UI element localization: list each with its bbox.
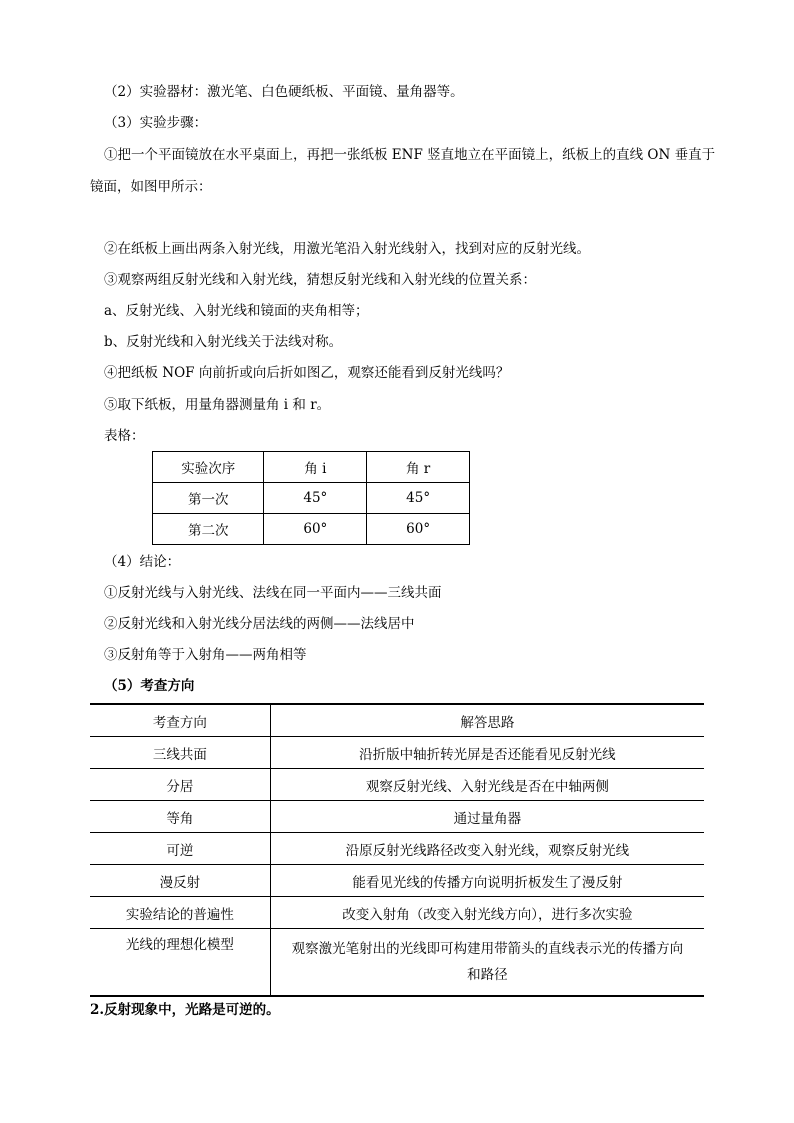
conclusion-heading: （4）结论： bbox=[104, 554, 181, 570]
table-cell: 能看见光线的传播方向说明折板发生了漫反射 bbox=[270, 865, 704, 897]
section2-heading: 2.反射现象中，光路是可逆的。 bbox=[90, 1002, 280, 1018]
table-cell: 第一次 bbox=[153, 483, 264, 514]
step2-text: ②在纸板上画出两条入射光线，用激光笔沿入射光线射入，找到对应的反射光线。 bbox=[104, 241, 590, 257]
table-row bbox=[90, 865, 704, 897]
table-row bbox=[153, 514, 470, 545]
angle-data-table bbox=[152, 451, 470, 545]
materials-text: （2）实验器材：激光笔、白色硬纸板、平面镜、量角器等。 bbox=[104, 84, 464, 100]
table-cell: 观察反射光线、入射光线是否在中轴两侧 bbox=[270, 769, 704, 801]
table-row bbox=[90, 929, 704, 997]
table-cell: 60° bbox=[264, 514, 367, 545]
guess-b-text: b、反射光线和入射光线关于法线对称。 bbox=[104, 334, 343, 350]
conclusion1-text: ①反射光线与入射光线、法线在同一平面内——三线共面 bbox=[104, 585, 442, 601]
table-row bbox=[90, 769, 704, 801]
idea-line1: 观察激光笔射出的光线即可构建用带箭头的直线表示光的传播方向 bbox=[291, 941, 684, 957]
table-row bbox=[153, 483, 470, 514]
table-row bbox=[90, 897, 704, 929]
exam-direction-table bbox=[90, 703, 704, 997]
table-cell: 通过量角器 bbox=[270, 801, 704, 833]
conclusion3-text: ③反射角等于入射角——两角相等 bbox=[104, 647, 307, 663]
table-header-row bbox=[90, 704, 704, 737]
step1-line2: 镜面，如图甲所示： bbox=[90, 179, 212, 195]
table-cell: 沿折版中轴折转光屏是否还能看见反射光线 bbox=[270, 737, 704, 769]
step1-line1: ①把一个平面镜放在水平桌面上，再把一张纸板 ENF 竖直地立在平面镜上，纸板上的直线 ON 垂直于 bbox=[104, 147, 716, 163]
step5-text: ⑤取下纸板，用量角器测量角 i 和 r。 bbox=[104, 397, 331, 413]
table-cell: 改变入射角（改变入射光线方向），进行多次实验 bbox=[270, 897, 704, 929]
table-label: 表格： bbox=[104, 428, 145, 444]
steps-heading: （3）实验步骤： bbox=[104, 115, 208, 131]
step4-text: ④把纸板 NOF 向前折或向后折如图乙，观察还能看到反射光线吗？ bbox=[104, 365, 510, 381]
table-row bbox=[90, 737, 704, 769]
table-header-row bbox=[153, 452, 470, 483]
step3-text: ③观察两组反射光线和入射光线，猜想反射光线和入射光线的位置关系： bbox=[104, 272, 536, 288]
table-cell: 45° bbox=[367, 483, 470, 514]
guess-a-text: a、反射光线、入射光线和镜面的夹角相等； bbox=[104, 303, 369, 319]
table-cell: 45° bbox=[264, 483, 367, 514]
table-cell: 实验结论的普遍性 bbox=[90, 897, 270, 929]
table-cell: 60° bbox=[367, 514, 470, 545]
idea-line2: 和路径 bbox=[467, 967, 508, 983]
header-cell: 角 r bbox=[367, 452, 470, 483]
table-cell: 分居 bbox=[90, 769, 270, 801]
conclusion2-text: ②反射光线和入射光线分居法线的两侧——法线居中 bbox=[104, 616, 415, 632]
exam-heading: （5）考查方向 bbox=[104, 678, 195, 694]
table-cell: 光线的理想化模型 bbox=[90, 929, 270, 997]
header-cell: 考查方向 bbox=[90, 704, 270, 737]
table-row bbox=[90, 801, 704, 833]
table-cell: 沿原反射光线路径改变入射光线，观察反射光线 bbox=[270, 833, 704, 865]
header-cell: 解答思路 bbox=[270, 704, 704, 737]
header-cell: 实验次序 bbox=[153, 452, 264, 483]
table-row bbox=[90, 833, 704, 865]
table-cell: 漫反射 bbox=[90, 865, 270, 897]
table-cell: 等角 bbox=[90, 801, 270, 833]
table-cell: 可逆 bbox=[90, 833, 270, 865]
header-cell: 角 i bbox=[264, 452, 367, 483]
table-cell: 第二次 bbox=[153, 514, 264, 545]
table-cell-multiline bbox=[270, 929, 704, 997]
table-cell: 三线共面 bbox=[90, 737, 270, 769]
